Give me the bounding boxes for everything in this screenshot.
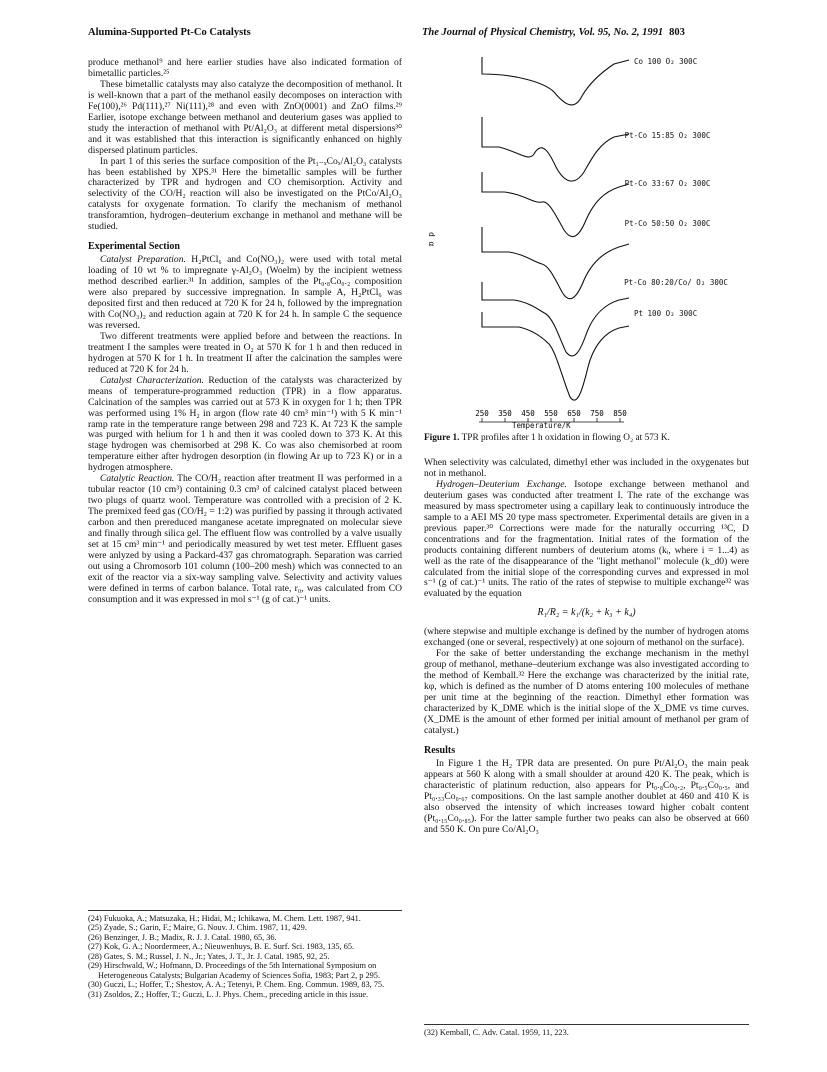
reference: (29) Hirschwald, W.; Hofmann, D. Proceedings of the 5th International Symposium on Heterogeneous Catalysts; Bulgarian Academy of Sciences Sofia, 1983; Part 2, p 295. <box>88 961 381 980</box>
tpr-curve-ptco-80-20 <box>482 282 629 356</box>
paragraph-catalyst-characterization <box>88 376 402 475</box>
reference: (32) Kemball, C. Adv. Catal. 1959, 11, 223. <box>424 1028 569 1037</box>
paragraph: produce methanol⁹ and here earlier studies have also indicated formation of bimetallic particles.²⁵ <box>88 57 402 79</box>
paragraph: (where stepwise and multiple exchange is defined by the number of hydrogen atoms exchanged (one or several, respectively) at one sojourn of methanol on the surface). <box>424 626 749 649</box>
reference: (27) Kok, G. A.; Noordermeer, A.; Nieuwenhuys, B. E. Surf. Sci. 1983, 135, 65. <box>88 942 355 952</box>
reference: (25) Zyade, S.; Garin, F.; Maire, G. Nouv. J. Chim. 1987, 11, 429. <box>88 923 307 933</box>
x-tick-label: 350 <box>498 409 512 418</box>
paragraph: These bimetallic catalysts may also catalyze the decomposition of methanol. It is well-known that a part of the methanol easily decomposes on interaction with Fe(100),²⁶ Pd(111),²⁷ Ni(111),²⁸ and even with ZnO(0001) and ZnO films.²⁹ Earlier, isotope exchange between methanol and deuterium gases was applied to study the interaction of methanol with Pt/Al₂O₃ at different metal dispersions³⁰ and it was established that this interaction is significantly enhanced on highly dispersed platinum particles. <box>88 78 402 156</box>
left-column <box>88 58 402 606</box>
reference: (30) Guczi, L.; Hoffer, T.; Shestov, A. A.; Tetenyi, P. Chem. Eng. Commun. 1989, 83, 75. <box>88 980 385 990</box>
x-tick-label: 750 <box>590 409 604 418</box>
paragraph-text: Isotope exchange between methanol and deuterium gases was conducted after treatment I. The rate of the exchange was measured by mass spectrometer using a capillary leak to continuously introduce the sample to a AEI MS 20 type mass spectrometer. Experimental details are given in a previous paper.³⁰ Corrections were made for the naturally occurring ¹³C, D concentrations and for the fragmentation. Initial rates of the formation of the products containing different numbers of deuterium atoms (kᵢ, where i = 1...4) as well as the rate of the disappearance of the "light methanol" molecule (k_d0) were calculated from the initial slope of the corresponding curves and expressed in mol s⁻¹ (g of cat.)⁻¹ units. The ratio of the rates of stepwise to multiple exchange³² was evaluated by the equation <box>424 478 750 600</box>
caption-label: Figure 1. <box>424 433 460 443</box>
paragraph: In Figure 1 the H₂ TPR data are presented. On pure Pt/Al₂O₃ the main peak appears at 560 K along with a small shoulder at around 420 K. The peak, which is characteristic of platinum reduction, also appears for Pt₀.₈Co₀.₂, Pt₀.₅Co₀.₅, and Pt₀.₃₃Co₀.₆₇ compositions. On the last sample another doublet at 460 and 410 K is also observed the intensity of which increases toward higher cobalt content (Pt₀.₁₅Co₀.₈₅). For the latter sample further two peaks can also be observed at 660 and 550 K. On pure Co/Al₂O₃ <box>424 757 749 835</box>
running-head-left: Alumina-Supported Pt-Co Catalysts <box>88 27 251 38</box>
paragraph: In part 1 of this series the surface composition of the Pt₁₋ₓCoₓ/Al₂O₃ catalysts has been established by XPS.³¹ Here the bimetallic samples will be further characterized by TPR and hydrogen and CO chemisorption. Activity and selectivity of the CO/H₂ reaction will also be investigated on the PtCo/Al₂O₃ catalysts for oxygenate formation. To clarify the mechanism of methanol transforamtion, hydrogen–deuterium exchange in methanol and methane will be studied. <box>88 155 402 233</box>
paragraph-catalytic-reaction <box>88 474 402 605</box>
tpr-curve-ptco-50-50 <box>482 227 629 299</box>
tpr-curve-co100 <box>482 57 629 105</box>
label-ptco-80-20: Pt-Co 80:20/Co/ O₂ 300C <box>624 278 728 287</box>
page-number: 803 <box>669 27 685 38</box>
label-ptco-33-67: Pt-Co 33:67 O₂ 300C <box>624 179 711 188</box>
y-axis-label: d α <box>427 232 436 247</box>
runin-heading: Catalyst Characterization. <box>100 374 204 386</box>
paragraph-text: Reduction of the catalysts was characterized by means of temperature-programmed reduction (TPR) in a flow apparatus. Calcination of the samples was carried out at 573 K in oxygen for 1 h; then TPR was performed using 1% H₂ in argon (flow rate 40 cm³ min⁻¹) with 5 K min⁻¹ ramp rate in the temperature range between 298 and 723 K. At 723 K the sample was purged with helium for 1 h and then it was cooled down to 373 K. At this stage hydrogen was chemisorbed at 298 K. Co was also chemisorbed at room temperature either after hydrogen desorption (in flowing Ar up to 723 K) or in a hydrogen atmosphere. <box>88 374 403 474</box>
runin-heading: Catalytic Reaction. <box>100 473 175 485</box>
label-pt100: Pt 100 O₂ 300C <box>634 309 698 318</box>
reference: (26) Benzinger, J. B.; Madix, R. J. J. Catal. 1980, 65, 36. <box>88 932 277 942</box>
running-head-right <box>422 27 685 38</box>
references-right <box>424 1024 749 1037</box>
paragraph: When selectivity was calculated, dimethyl ether was included in the oxygenates but not in methanol. <box>424 457 749 479</box>
runin-heading: Catalyst Preparation. <box>100 254 186 266</box>
section-heading-results: Results <box>424 744 456 756</box>
caption-text: TPR profiles after 1 h oxidation in flowing O₂ at 573 K. <box>461 433 670 443</box>
x-tick-label: 250 <box>475 409 489 418</box>
journal-citation: The Journal of Physical Chemistry, Vol. 95, No. 2, 1991 <box>422 27 664 38</box>
figure-tpr-profiles <box>424 52 749 432</box>
x-tick-label: 550 <box>544 409 558 418</box>
right-column <box>424 458 749 836</box>
paragraph-text: H₂PtCl₆ and Co(NO₃)₂ were used with total metal loading of 10 wt % to impregnate γ-Al₂O₃ (Woelm) by the incipient wetness method described earlier.³¹ In addition, samples of the Pt₀.₈Co₀.₂ composition were also prepared by successive impregnation. In sample A, H₂PtCl₆ was deposited first and then reduced at 720 K for 24 h, followed by the impregnation with Co(NO₃)₂ and reduction again at 720 K for 24 h. In sample C the sequence was reversed. <box>88 254 403 331</box>
reference: (31) Zsoldos, Z.; Hoffer, T.; Guczi, L. J. Phys. Chem., preceding article in this issue. <box>88 989 369 999</box>
figure-caption <box>424 433 749 444</box>
tpr-curve-ptco-33-67 <box>482 172 629 237</box>
reference: (24) Fukuoka, A.; Matsuzaka, H.; Hidai, M.; Ichikawa, M. Chem. Lett. 1987, 941. <box>88 914 361 923</box>
reference: (28) Gates, S. M.; Russel, J. N., Jr.; Yates, J. T., Jr. J. Catal. 1985, 92, 25. <box>88 951 330 961</box>
paragraph-hd-exchange <box>424 480 749 600</box>
label-co100: Co 100 O₂ 300C <box>634 57 698 66</box>
references-left <box>88 910 402 999</box>
section-heading-experimental: Experimental Section <box>88 241 180 253</box>
x-tick-label: 850 <box>613 409 627 418</box>
runin-heading: Hydrogen–Deuterium Exchange. <box>436 478 567 490</box>
paragraph-text: The CO/H₂ reaction after treatment II was performed in a tubular reactor (10 cm³) containing 0.3 cm³ of calcined catalyst placed between two plugs of quartz wool. Temperature was controlled with a precision of 2 K. The premixed feed gas (CO/H₂ = 1:2) was purified by passing it through activated carbon and then prereduced manganese acetate impregnated on molecular sieve and finally through silica gel. The effluent flow was controlled by a valve usually set at 15 cm³ min⁻¹ and periodically measured by wet test meter. Effluent gases were anlyzed by using a Packard-437 gas chromatograph. Separation was carried out using a Chromosorb 101 column (100–200 mesh) which was connected to an exit of the reactor via a six-way sampling valve. Selectivity and activity values were defined in terms of carbon balance. Total rate, r₀, was calculated from CO consumption and it was expressed in mol s⁻¹ (g of cat.)⁻¹ units. <box>88 473 402 605</box>
paragraph: For the sake of better understanding the exchange mechanism in the methyl group of methanol, methane–deuterium exchange was also investigated according to the method of Kemball.³² Here the exchange was characterized by the initial rate, kφ, which is defined as the number of D atoms entering 100 molecules of methane per unit time at the beginning of the reaction. Dimethyl ether formation was characterized by K_DME which is the initial slope of the X_DME vs time curves. (X_DME is the amount of ether formed per initial amount of methanol per gram of catalyst.) <box>424 648 749 736</box>
x-axis-label: Temperature/K <box>512 421 571 430</box>
paragraph-catalyst-preparation <box>88 255 402 332</box>
equation: R₁/R₂ = k₁/(k₂ + k₃ + k₄) <box>537 607 636 619</box>
tpr-curve-ptco-15-85 <box>482 117 629 181</box>
tpr-curve-pt100 <box>482 312 629 400</box>
x-tick-label: 450 <box>521 409 535 418</box>
x-tick-label: 650 <box>567 409 581 418</box>
paragraph: Two different treatments were applied before and between the reactions. In treatment I the samples were treated in O₂ at 570 K for 1 h and then reduced in hydrogen at 570 K for 1 h. In treatment II after the calcination the samples were reduced at 720 K for 24 h. <box>88 330 402 375</box>
label-ptco-15-85: Pt-Co 15:85 O₂ 300C <box>624 131 711 140</box>
label-ptco-50-50: Pt-Co 50:50 O₂ 300C <box>624 219 711 228</box>
